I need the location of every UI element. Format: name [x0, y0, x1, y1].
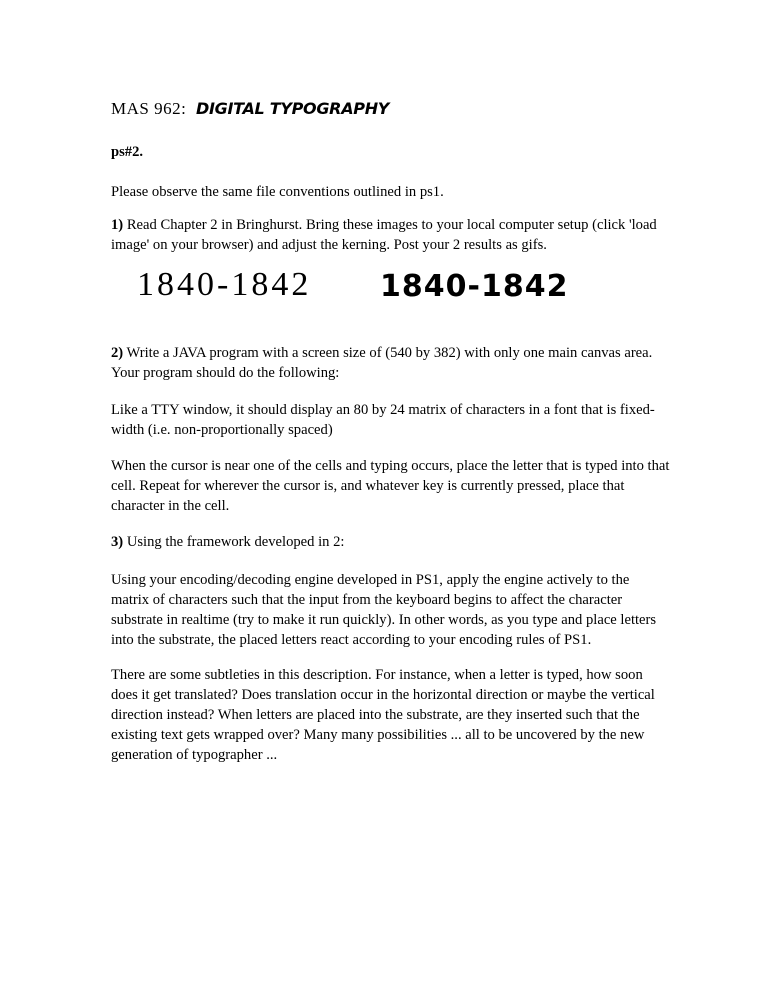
- item-1-paragraph: [111, 215, 671, 255]
- item-1-text: Read Chapter 2 in Bringhurst. Bring these images to your local computer setup (click 'load image' on your browser) and adjust the kerning. Post your 2 results as gifs.: [111, 217, 657, 253]
- item-3-number: 3): [111, 534, 124, 550]
- item-2-number: 2): [111, 345, 124, 361]
- kerning-sample-sans: 1840-1842: [380, 269, 569, 304]
- intro-paragraph: Please observe the same file conventions outlined in ps1.: [111, 184, 444, 200]
- problem-set-title: ps#2.: [111, 144, 144, 160]
- kerning-sample-serif: 1840-1842: [137, 266, 312, 303]
- course-name: DIGITAL TYPOGRAPHY: [195, 99, 390, 118]
- item-3-text: Using the framework developed in 2:: [123, 534, 345, 550]
- item-3-detail-engine: Using your encoding/decoding engine developed in PS1, apply the engine actively to the matrix of characters such that the input from the keyboard begins to affect the character substrate in realtime (try to make it run quickly). In other words, as you type and place letters into the substrate, the placed letters react according to your encoding rules of PS1.: [111, 572, 657, 648]
- item-3-detail-subtleties: There are some subtleties in this description. For instance, when a letter is typed, how soon does it get translated? Does translation occur in the horizontal direction or maybe the vertical direction instead? When letters are placed into the substrate, are they inserted such that the existing text gets wrapped over? Many many possibilities ... all to be uncovered by the new generation of typographer ...: [111, 667, 655, 763]
- item-3-paragraph: [111, 532, 671, 552]
- item-2-detail-tty: Like a TTY window, it should display an 80 by 24 matrix of characters in a font that is fixed-width (i.e. non-proportionally spaced): [111, 402, 655, 438]
- kerning-samples: [137, 266, 597, 321]
- item-2-paragraph: [111, 343, 671, 383]
- item-2-detail-cursor: When the cursor is near one of the cells and typing occurs, place the letter that is typed into that cell. Repeat for wherever the cursor is, and whatever key is currently pressed, place that character in the cell.: [111, 458, 670, 514]
- item-2-text: Write a JAVA program with a screen size of (540 by 382) with only one main canvas area. Your program should do the following:: [111, 345, 653, 381]
- course-banner: [111, 99, 389, 120]
- course-code: MAS 962:: [111, 99, 187, 118]
- item-1-number: 1): [111, 217, 124, 233]
